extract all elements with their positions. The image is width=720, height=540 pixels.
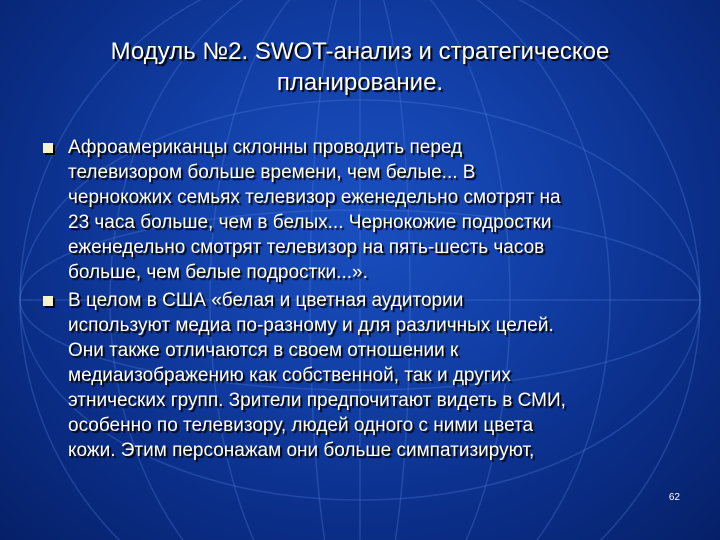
bullet-item-1 (40, 135, 700, 285)
slide-title (30, 36, 690, 98)
slide-title-line-2: планирование. (276, 69, 444, 96)
bullet-text: Афроамериканцы склонны проводить перед телевизором больше времени, чем белые... В чернокожих семьях телевизор еженедельно смотрят на 23 часа больше, чем в белых... Чернокожие подростки еженедельно смотрят телевизор на пять-шесть часов больше, чем белые подростки...». (68, 137, 561, 283)
bullet-text: В целом в США «белая и цветная аудитории используют медиа по-разному и для различных целей. Они также отличаются в своем отношении к медиаизображению как собственной, так и других этнических групп. Зрители предпочитают видеть в СМИ, особенно по телевизору, людей одного с ними цвета кожи. Этим персонажам они больше симпатизируют, (68, 290, 566, 461)
slide-title-line-1: Модуль №2. SWOT-анализ и стратегическое (110, 38, 610, 65)
bullet-list (40, 135, 700, 466)
page-number: 62 (668, 492, 680, 503)
bullet-item-2 (40, 288, 700, 463)
square-bullet-icon (43, 143, 53, 153)
square-bullet-icon (43, 296, 53, 306)
